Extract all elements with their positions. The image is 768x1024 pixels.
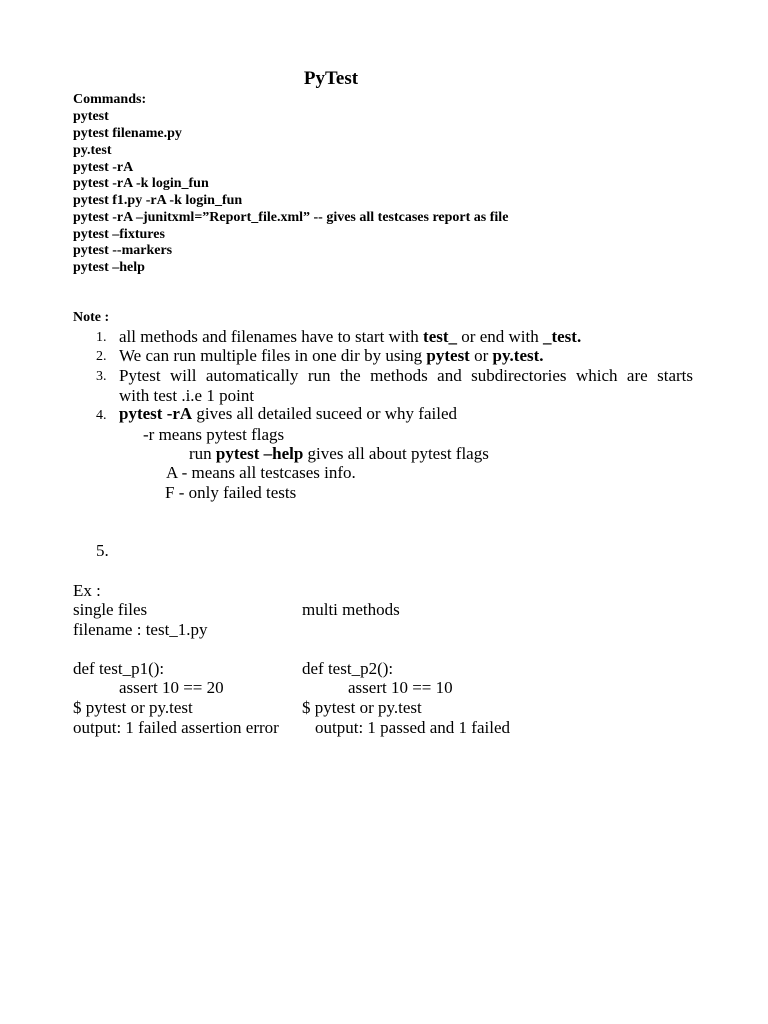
left-output: output: 1 failed assertion error [73,718,279,737]
right-cmd: $ pytest or py.test [302,698,422,717]
filename-line: filename : test_1.py [73,620,208,639]
note-label: Note : [73,310,110,325]
f-flag-line: F - only failed tests [165,483,297,502]
r-flag-line: -r means pytest flags [143,425,285,444]
right-def: def test_p2(): [302,659,394,678]
command-line: py.test [73,143,112,158]
command-line: pytest --markers [73,243,173,258]
list-number: 2. [96,349,107,364]
left-cmd: $ pytest or py.test [73,698,193,717]
list-item: Pytest will automatically run the methods and subdirectories which are starts [119,366,693,385]
left-def: def test_p1(): [73,659,165,678]
right-assert: assert 10 == 10 [348,678,453,697]
right-heading: multi methods [302,600,400,619]
list-number: 3. [96,369,107,384]
commands-heading: Commands: [73,92,147,107]
example-label: Ex : [73,581,101,600]
list-number: 1. [96,330,107,345]
command-line: pytest –fixtures [73,227,165,242]
command-line: pytest filename.py [73,126,182,141]
command-line: pytest f1.py -rA -k login_fun [73,193,243,208]
run-help-line: run pytest –help gives all about pytest flags [189,444,489,463]
command-line: pytest [73,109,109,124]
list-item: pytest -rA gives all detailed suceed or why failed [119,404,457,423]
left-heading: single files [73,600,148,619]
left-assert: assert 10 == 20 [119,678,224,697]
command-line: pytest -rA –junitxml=”Report_file.xml” -- gives all testcases report as file [73,210,509,225]
command-line: pytest -rA -k login_fun [73,176,209,191]
list-number: 4. [96,408,107,423]
command-line: pytest –help [73,260,145,275]
right-output: output: 1 passed and 1 failed [315,718,510,737]
list-item: We can run multiple files in one dir by using pytest or py.test. [119,346,544,365]
list-item: all methods and filenames have to start with test_ or end with _test. [119,327,582,346]
command-line: pytest -rA [73,160,134,175]
list-number: 5. [96,541,109,560]
list-item-continuation: with test .i.e 1 point [119,386,255,405]
page-title: PyTest [303,68,359,89]
a-flag-line: A - means all testcases info. [166,463,356,482]
